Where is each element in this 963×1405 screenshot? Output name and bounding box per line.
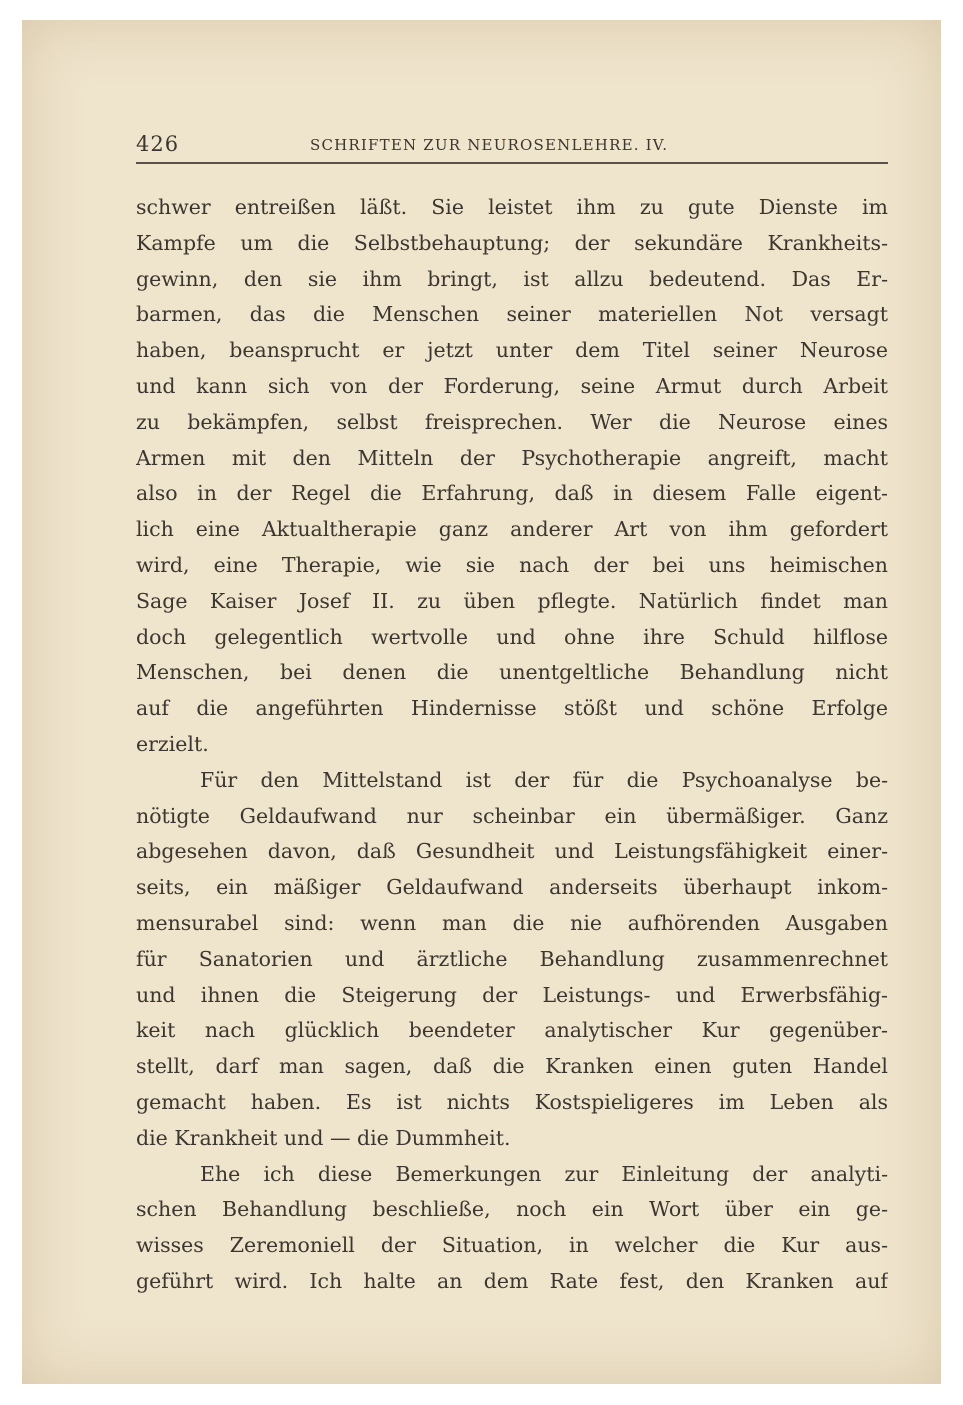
text-line: mensurabel sind: wenn man die nie aufhörenden Ausgaben: [136, 910, 888, 935]
text-line: keit nach glücklich beendeter analytischer Kur gegenüber-: [136, 1018, 888, 1043]
text-line: seits, ein mäßiger Geldaufwand anderseits überhaupt inkom-: [136, 875, 888, 900]
scanned-page: [22, 20, 941, 1384]
text-line: wisses Zeremoniell der Situation, in welcher die Kur aus-: [136, 1233, 888, 1258]
text-line: Kampfe um die Selbstbehauptung; der sekundäre Krankheits-: [136, 230, 888, 255]
text-line: gemacht haben. Es ist nichts Kostspieligeres im Leben als: [136, 1089, 888, 1114]
text-line: geführt wird. Ich halte an dem Rate fest, den Kranken auf: [136, 1268, 888, 1293]
paragraph-end-line: die Krankheit und — die Dummheit.: [136, 1125, 511, 1150]
paragraph-start-line: Für den Mittelstand ist der für die Psychoanalyse be-: [200, 767, 888, 792]
text-line: nötigte Geldaufwand nur scheinbar ein übermäßiger. Ganz: [136, 803, 888, 828]
text-line: abgesehen davon, daß Gesundheit und Leistungsfähigkeit einer-: [136, 839, 888, 864]
running-head: SCHRIFTEN ZUR NEUROSENLEHRE. IV.: [310, 136, 669, 154]
page-header: [136, 132, 888, 164]
text-line: für Sanatorien und ärztliche Behandlung zusammenrechnet: [136, 946, 888, 971]
text-line: schen Behandlung beschließe, noch ein Wort über ein ge-: [136, 1197, 888, 1222]
text-line: also in der Regel die Erfahrung, daß in diesem Falle eigent-: [136, 481, 888, 506]
text-line: auf die angeführten Hindernisse stößt und schöne Erfolge: [136, 696, 888, 721]
text-line: barmen, das die Menschen seiner materiellen Not versagt: [136, 302, 888, 327]
text-line: und ihnen die Steigerung der Leistungs- und Erwerbsfähig-: [136, 982, 888, 1007]
text-line: Menschen, bei denen die unentgeltliche Behandlung nicht: [136, 660, 888, 685]
text-line: schwer entreißen läßt. Sie leistet ihm zu gute Dienste im: [136, 195, 888, 219]
text-line: gewinn, den sie ihm bringt, ist allzu bedeutend. Das Er-: [136, 266, 888, 291]
text-line: und kann sich von der Forderung, seine Armut durch Arbeit: [136, 373, 888, 398]
text-line: doch gelegentlich wertvolle und ohne ihre Schuld hilflose: [136, 624, 888, 649]
text-line: stellt, darf man sagen, daß die Kranken einen guten Handel: [136, 1054, 888, 1079]
text-line: haben, beansprucht er jetzt unter dem Titel seiner Neurose: [136, 338, 888, 363]
text-line: Sage Kaiser Josef II. zu üben pflegte. Natürlich findet man: [136, 588, 888, 613]
paragraph-start-line: Ehe ich diese Bemerkungen zur Einleitung der analyti-: [200, 1161, 888, 1186]
text-line: lich eine Aktualtherapie ganz anderer Art von ihm gefordert: [136, 517, 888, 542]
page-number: 426: [136, 132, 180, 156]
body-text: [136, 190, 888, 1300]
text-line: wird, eine Therapie, wie sie nach der bei uns heimischen: [136, 552, 888, 577]
paragraph-end-line: erzielt.: [136, 731, 209, 756]
text-line: Armen mit den Mitteln der Psychotherapie angreift, macht: [136, 445, 888, 470]
text-line: zu bekämpfen, selbst freisprechen. Wer die Neurose eines: [136, 409, 888, 434]
